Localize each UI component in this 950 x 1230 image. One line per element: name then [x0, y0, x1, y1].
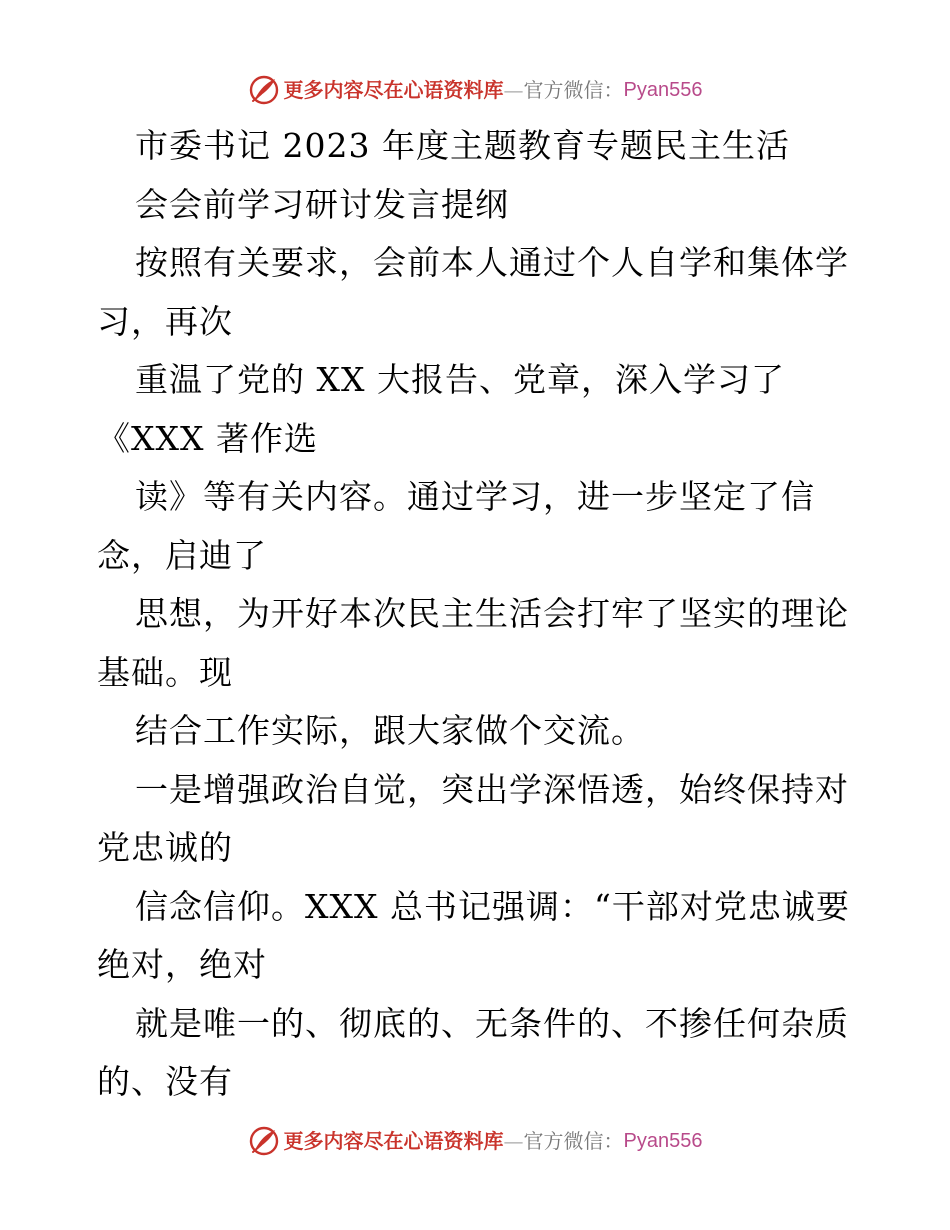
watermark-separator: — — [503, 78, 524, 102]
document-line: 就是唯一的、彻底的、无条件的、不掺任何杂质 — [135, 1003, 849, 1043]
document-line: 一是增强政治自觉，突出学深悟透，始终保持对 — [135, 769, 849, 809]
document-line: 基础。现 — [97, 652, 233, 692]
watermark-wechat-label: 官方微信： — [523, 78, 624, 102]
document-line: 按照有关要求，会前本人通过个人自学和集体学 — [135, 243, 849, 282]
document-line: 重温了党的 XX 大报告、党章，深入学习了 — [135, 360, 785, 399]
watermark-separator: — — [503, 1129, 524, 1153]
document-line: 习，再次 — [97, 301, 233, 341]
document-line: 思想，为开好本次民主生活会打牢了坚实的理论 — [135, 594, 849, 633]
watermark-text: 更多内容尽在心语资料库 — [283, 78, 504, 102]
document-line: 市委书记 2023 年度主题教育专题民主生活 — [135, 126, 790, 165]
document-line: 结合工作实际，跟大家做个交流。 — [135, 711, 645, 750]
watermark-wechat-label: 官方微信： — [523, 1129, 624, 1153]
watermark-wechat-id: Pyan556 — [623, 79, 703, 101]
document-line: 会会前学习研讨发言提纲 — [135, 184, 509, 224]
document-body — [97, 117, 857, 1112]
watermark-wechat-id: Pyan556 — [623, 1130, 703, 1152]
document-line: 的、没有 — [97, 1062, 233, 1101]
watermark-text: 更多内容尽在心语资料库 — [283, 1129, 504, 1153]
watermark-header — [0, 74, 950, 106]
watermark-footer — [0, 1125, 950, 1157]
document-line: 信念信仰。XXX 总书记强调：“干部对党忠诚要 — [135, 886, 850, 926]
document-line: 《XXX 著作选 — [97, 418, 318, 458]
document-line: 绝对，绝对 — [97, 945, 267, 984]
feather-pen-logo-icon — [248, 74, 280, 106]
document-line: 读》等有关内容。通过学习，进一步坚定了信 — [135, 477, 815, 516]
feather-pen-logo-icon — [248, 1125, 280, 1157]
document-line: 党忠诚的 — [97, 828, 233, 867]
document-line: 念，启迪了 — [97, 535, 267, 575]
